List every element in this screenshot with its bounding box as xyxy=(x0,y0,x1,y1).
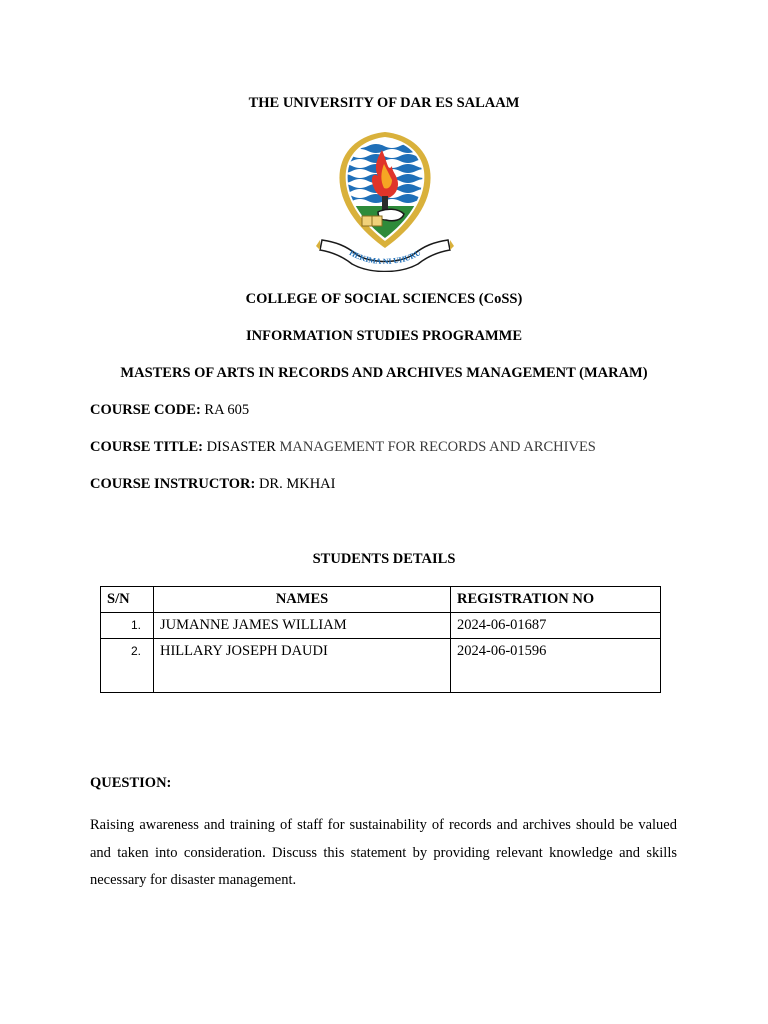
column-header-registration: REGISTRATION NO xyxy=(451,587,661,613)
course-title-label: COURSE TITLE: xyxy=(90,439,203,455)
crest-motto: HEKIMA NI UHURU xyxy=(347,248,423,267)
course-title-value-part1: DISASTER xyxy=(202,439,280,455)
table-row xyxy=(101,613,661,639)
course-instructor-label: COURSE INSTRUCTOR: xyxy=(90,476,256,492)
course-code-label: COURSE CODE: xyxy=(90,402,201,418)
students-details-heading: STUDENTS DETAILS xyxy=(312,551,456,567)
row-sn: 2. xyxy=(101,639,154,693)
degree-title: MASTERS OF ARTS IN RECORDS AND ARCHIVES MANAGEMENT (MARAM) xyxy=(120,365,648,381)
programme-title: INFORMATION STUDIES PROGRAMME xyxy=(245,328,523,344)
row-name: JUMANNE JAMES WILLIAM xyxy=(154,613,451,639)
course-title-value-part2: MANAGEMENT FOR RECORDS AND ARCHIVES xyxy=(279,439,596,455)
course-code-line xyxy=(90,401,249,419)
column-header-sn: S/N xyxy=(101,587,154,613)
row-registration: 2024-06-01687 xyxy=(451,613,661,639)
course-code-value: RA 605 xyxy=(200,402,250,418)
students-table xyxy=(100,586,661,693)
university-crest-logo xyxy=(316,128,454,272)
course-title-line xyxy=(90,438,596,456)
row-name: HILLARY JOSEPH DAUDI xyxy=(154,639,451,693)
column-header-names: NAMES xyxy=(154,587,451,613)
question-heading: QUESTION: xyxy=(90,775,172,791)
table-header-row xyxy=(101,587,661,613)
row-sn: 1. xyxy=(101,613,154,639)
course-instructor-line xyxy=(90,475,335,493)
course-instructor-value: DR. MKHAI xyxy=(255,476,336,492)
question-body: Raising awareness and training of staff for sustainability of records and archives should be valued and taken into consideration. Discuss this statement by providing relevant knowledge and skills necessary for disaster management. xyxy=(90,817,677,888)
table-row xyxy=(101,639,661,693)
university-title: THE UNIVERSITY OF DAR ES SALAAM xyxy=(248,95,520,111)
college-title: COLLEGE OF SOCIAL SCIENCES (CoSS) xyxy=(245,291,523,307)
row-registration: 2024-06-01596 xyxy=(451,639,661,693)
